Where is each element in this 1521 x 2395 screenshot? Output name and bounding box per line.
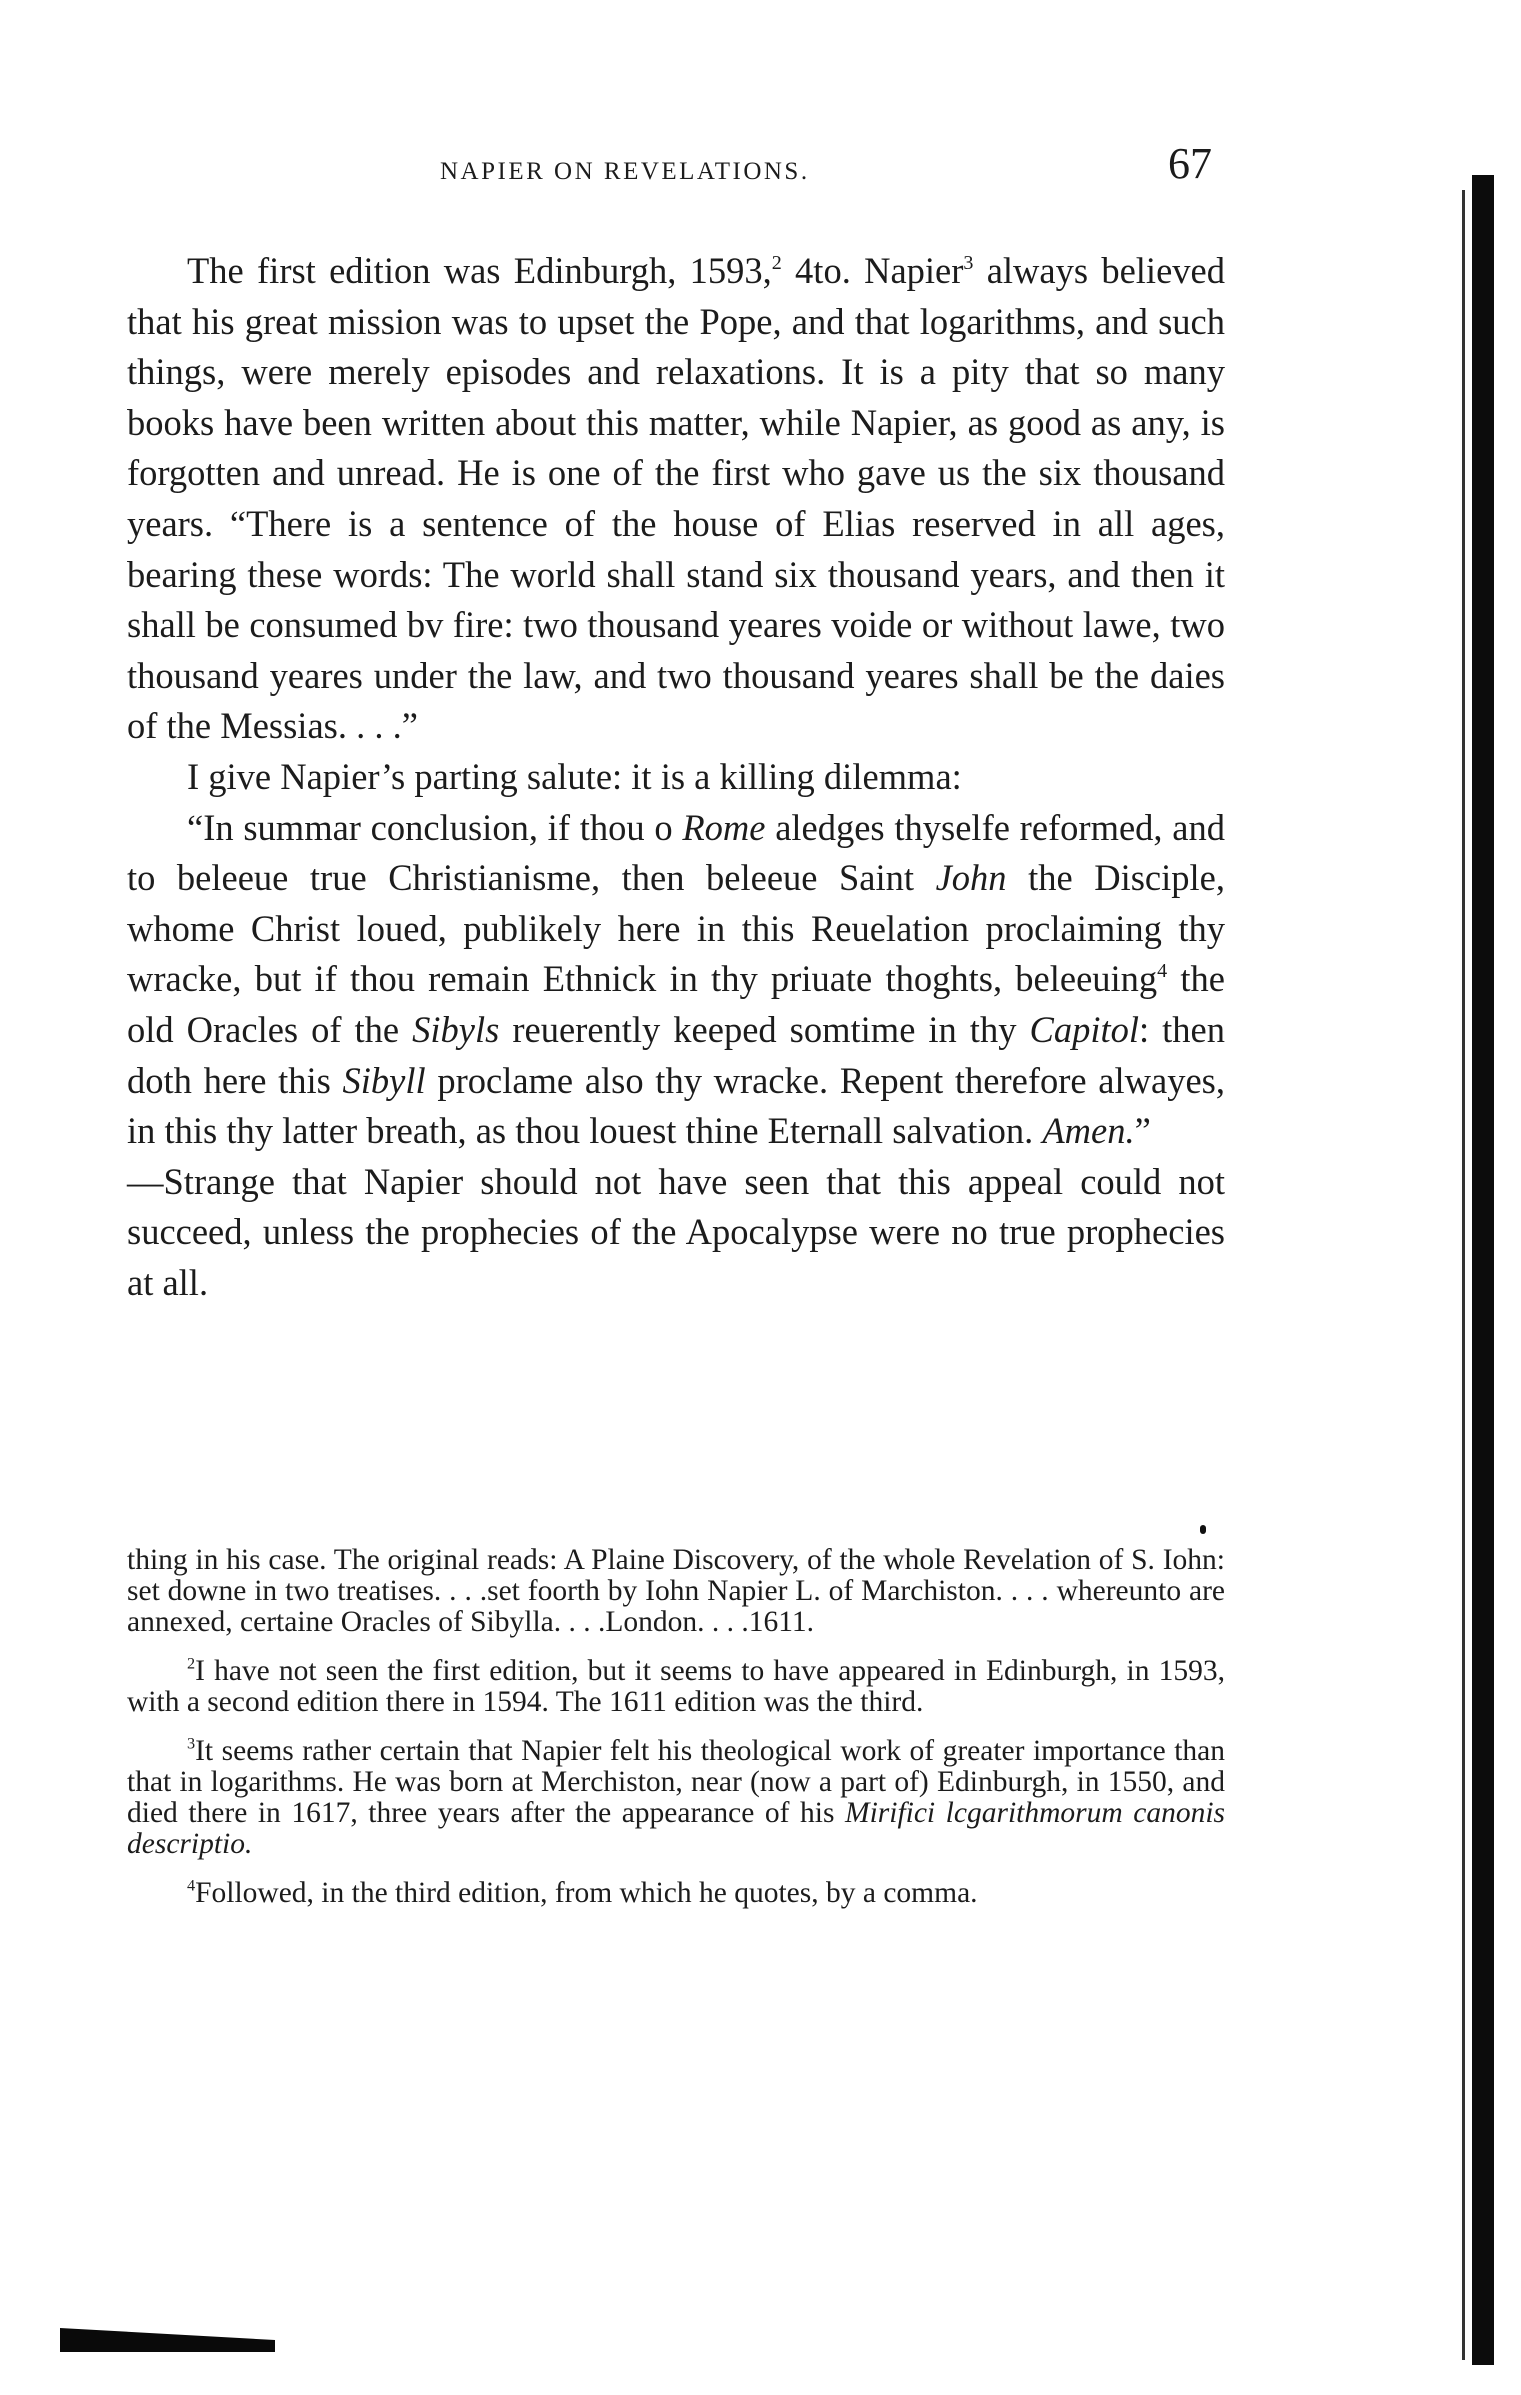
- running-head: NAPIER ON REVELATIONS.: [440, 158, 810, 185]
- italic-capitol: Capitol: [1029, 1008, 1139, 1050]
- footnote-3: $^3$It seems rather certain that Napier felt his theological work of greater importance than that in logarithms. He was born at Merchiston, near (now a part of) Edinburgh, in 1550, and died there in 1617, three years after the appearance of his Mirifici lcgarithmorum canonis descriptio.: [127, 1734, 1225, 1860]
- paragraph-quotation: “In summar conclusion, if thou o Rome aledges thyselfe reformed, and to beleeue true Christianisme, then beleeue Saint John the Disciple, whome Christ loued, publikely here in this Reuelation proclaiming thy wracke, but if thou remain Ethnick in thy priuate thoghts, beleeuing$^4$ the old Oracles of the Sibyls reuerently keeped somtime in thy Capitol: then doth here this Sibyll proclame also thy wracke. Repent therefore alwayes, in this thy latter breath, as thou louest thine Eternall salvation. Amen.”: [127, 806, 1226, 1152]
- binding-edge: [1472, 175, 1494, 2365]
- footnote-4: $^4$Followed, in the third edition, from which he quotes, by a comma.: [187, 1876, 978, 1909]
- italic-book-title: Mirifici lcgarithmorum canonis descriptio.: [127, 1797, 1225, 1860]
- footnotes: [127, 1545, 1225, 1927]
- binding-shadow-line: [1462, 190, 1465, 2360]
- footnote-ref-3: 3: [963, 251, 974, 274]
- paragraph-parting-salute: I give Napier’s parting salute: it is a killing dilemma:: [187, 755, 962, 797]
- footnote-bullet: [1200, 1525, 1206, 1534]
- page-number: 67: [1168, 139, 1212, 188]
- italic-sibyls: Sibyls: [412, 1008, 500, 1050]
- footnote-ref-2: 2: [771, 251, 782, 274]
- italic-sibyll: Sibyll: [342, 1059, 426, 1101]
- italic-rome: Rome: [682, 806, 766, 848]
- scan-edge-mark: [60, 2328, 275, 2352]
- italic-amen: Amen.: [1042, 1110, 1135, 1152]
- paragraph-closing-remark: —Strange that Napier should not have seen that this appeal could not succeed, unless the prophecies of the Apocalypse were no true prophecies at all.: [127, 1160, 1225, 1303]
- paragraph-first-edition: The first edition was Edinburgh, 1593,$^2$ 4to. Napier$^3$ always believed that his great mission was to upset the Pope, and that logarithms, and such things, were merely episodes and relaxations. It is a pity that so many books have been written about this matter, while Napier, as good as any, is forgotten and unread. He is one of the first who gave us the six thousand years. “There is a sentence of the house of Elias reserved in all ages, bearing these words: The world shall stand six thousand years, and then it shall be consumed bv fire: two thousand yeares voide or without lawe, two thousand yeares under the law, and two thousand yeares shall be the daies of the Messias. . . .”: [127, 250, 1225, 747]
- main-text: [127, 246, 1225, 1308]
- italic-john: John: [935, 857, 1007, 899]
- footnote-ref-4: 4: [1157, 960, 1168, 983]
- footnote-2: $^2$I have not seen the first edition, but it seems to have appeared in Edinburgh, in 1593, with a second edition there in 1594. The 1611 edition was the third.: [127, 1654, 1225, 1718]
- footnote-continuation: thing in his case. The original reads: A Plaine Discovery, of the whole Revelation of S. Iohn: set downe in two treatises. . . .set foorth by Iohn Napier L. of Marchiston. . . . whereunto are annexed, certaine Oracles of Sibylla. . . .London. . . .1611.: [127, 1544, 1225, 1638]
